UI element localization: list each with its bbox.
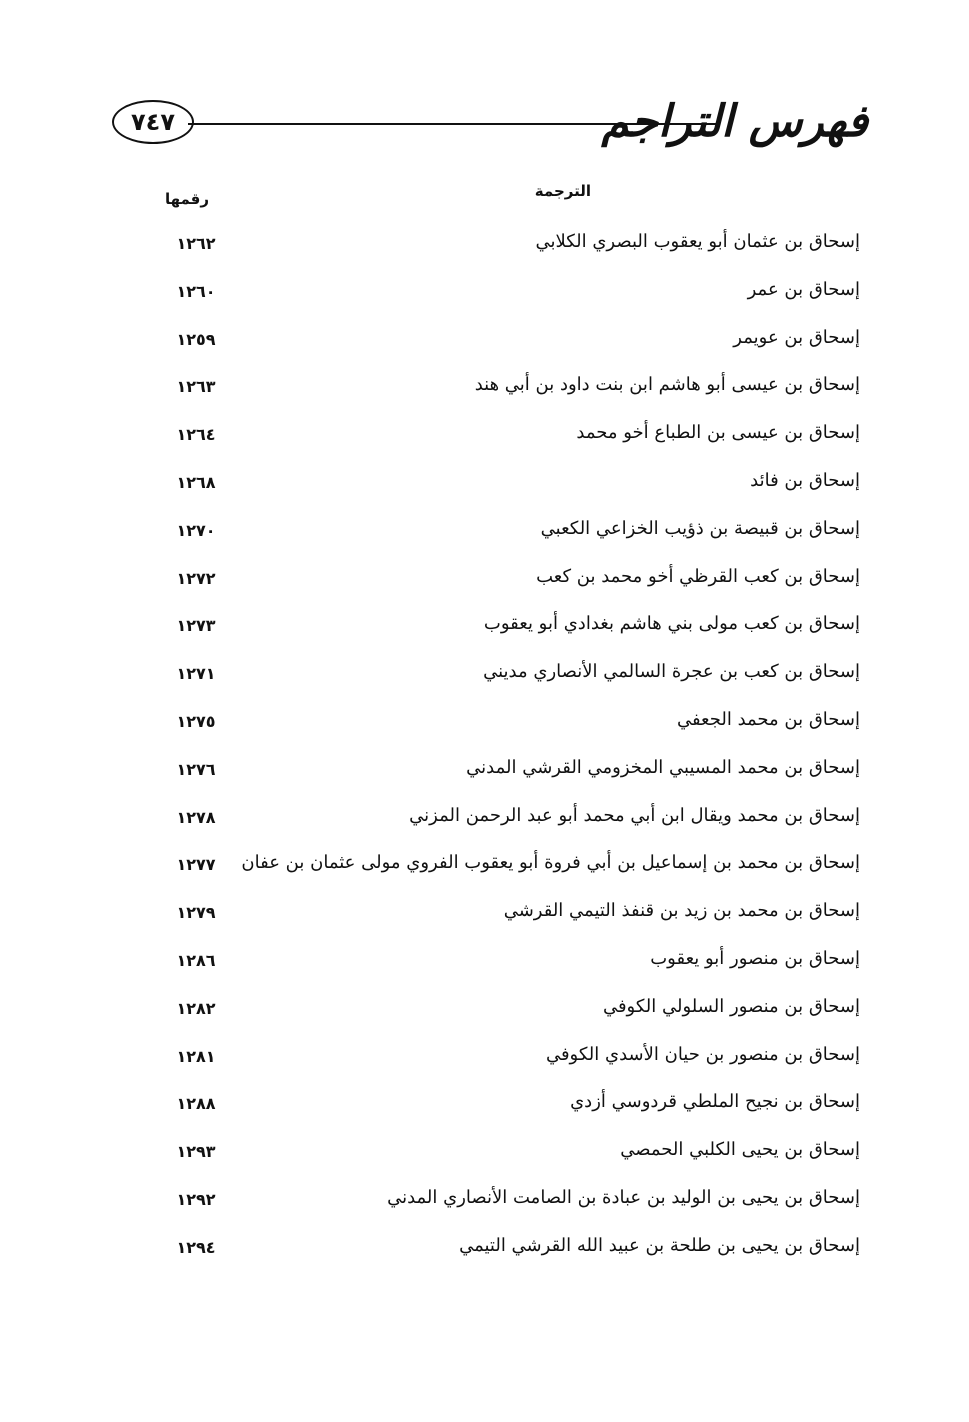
entry-number: ١٢٦٤: [176, 425, 216, 445]
entry-name: إسحاق بن فائد: [750, 469, 860, 491]
entry-name: إسحاق بن يحيى بن طلحة بن عبيد الله القرشي التيمي: [459, 1234, 860, 1256]
index-entry: [140, 746, 860, 794]
entry-number: ١٢٦٠: [176, 281, 216, 301]
entry-number: ١٢٨٨: [176, 1094, 216, 1114]
index-entry: [140, 1224, 860, 1272]
entry-name: إسحاق بن محمد الجعفي: [676, 708, 860, 730]
entry-name: إسحاق بن محمد ويقال ابن أبي محمد أبو عبد الرحمن المزني: [409, 804, 860, 826]
index-entry: [140, 1033, 860, 1081]
entry-name: إسحاق بن محمد المسيبي المخزومي القرشي المدني: [466, 756, 860, 778]
entry-name: إسحاق بن عيسى أبو هاشم ابن بنت داود بن أبي هند: [474, 374, 860, 396]
index-entry: [140, 602, 860, 650]
entry-name: إسحاق بن كعب مولى بني هاشم بغدادي أبو يعقوب: [483, 613, 860, 635]
index-entry: [140, 555, 860, 603]
index-entry: [140, 220, 860, 268]
entry-name: إسحاق بن منصور السلولي الكوفي: [602, 995, 860, 1017]
entry-name: إسحاق بن منصور أبو يعقوب: [650, 947, 860, 969]
index-entry: [140, 841, 860, 889]
entry-number: ١٢٧٦: [176, 759, 216, 779]
entry-number: ١٢٨٦: [176, 950, 216, 970]
entry-name: إسحاق بن يحيى بن الوليد بن عبادة بن الصامت الأنصاري المدني: [387, 1186, 860, 1208]
entry-number: ١٢٧٩: [176, 903, 216, 923]
entry-name: إسحاق بن نجيح الملطي قردوسي أزدي: [570, 1091, 860, 1113]
running-header: [100, 92, 868, 162]
index-entry: [140, 1176, 860, 1224]
entry-name: إسحاق بن كعب القرظي أخو محمد بن كعب: [536, 565, 860, 587]
index-entry: [140, 794, 860, 842]
section-title: فهرس التراجم: [601, 96, 868, 147]
index-entry: [140, 507, 860, 555]
entry-name: إسحاق بن عيسى بن الطباع أخو محمد: [576, 422, 860, 444]
entry-number: ١٢٩٢: [176, 1189, 216, 1209]
index-entry: [140, 985, 860, 1033]
entry-number: ١٢٧٥: [176, 711, 216, 731]
index-entry: [140, 459, 860, 507]
index-entry: [140, 1080, 860, 1128]
entry-name: إسحاق بن عثمان أبو يعقوب البصري الكلابي: [535, 231, 860, 252]
entry-number: ١٢٨١: [176, 1046, 216, 1066]
entry-name: إسحاق بن عمر: [747, 278, 860, 300]
entry-number: ١٢٦٢: [176, 234, 216, 253]
index-entry: [140, 363, 860, 411]
column-heading-number: رقمها: [164, 190, 209, 208]
index-entry: [140, 411, 860, 459]
index-entry: [140, 889, 860, 937]
index-entry: [140, 268, 860, 316]
entry-name: إسحاق بن محمد بن زيد بن قنفذ التيمي القرشي: [503, 900, 860, 922]
entry-number: ١٢٧٧: [176, 855, 216, 875]
index-entry: [140, 698, 860, 746]
entry-number: ١٢٦٣: [176, 377, 216, 397]
entry-number: ١٢٩٤: [176, 1237, 216, 1257]
entry-number: ١٢٦٨: [176, 472, 216, 492]
entry-number: ١٢٧٢: [176, 568, 216, 588]
index-entry: [140, 937, 860, 985]
entry-name: إسحاق بن عويمر: [733, 326, 860, 348]
index-entry: [140, 650, 860, 698]
entry-number: ١٢٨٢: [176, 998, 216, 1018]
entry-name: إسحاق بن محمد بن إسماعيل بن أبي فروة أبو يعقوب الفروي مولى عثمان بن عفان: [241, 852, 860, 874]
index-entry: [140, 1128, 860, 1176]
entry-name: إسحاق بن منصور بن حيان الأسدي الكوفي: [545, 1043, 860, 1065]
entry-number: ١٢٧١: [176, 664, 216, 684]
entry-number: ١٢٧٠: [176, 520, 216, 540]
entry-number: ١٢٥٩: [176, 329, 216, 349]
entry-name: إسحاق بن يحيى الكلبي الحمصي: [620, 1139, 860, 1161]
index-entry: [140, 316, 860, 364]
entry-number: ١٢٧٨: [176, 807, 216, 827]
entry-name: إسحاق بن قبيصة بن ذؤيب الخزاعي الكعبي: [540, 517, 860, 539]
entry-number: ١٢٩٣: [176, 1142, 216, 1162]
page-number-badge: ٧٤٧: [112, 100, 194, 144]
index-list: [140, 220, 860, 1272]
entry-name: إسحاق بن كعب بن عجرة السالمي الأنصاري مديني: [483, 661, 860, 683]
entry-number: ١٢٧٣: [176, 616, 216, 636]
column-heading-name: الترجمة: [534, 182, 591, 200]
header-rule: [188, 123, 718, 125]
